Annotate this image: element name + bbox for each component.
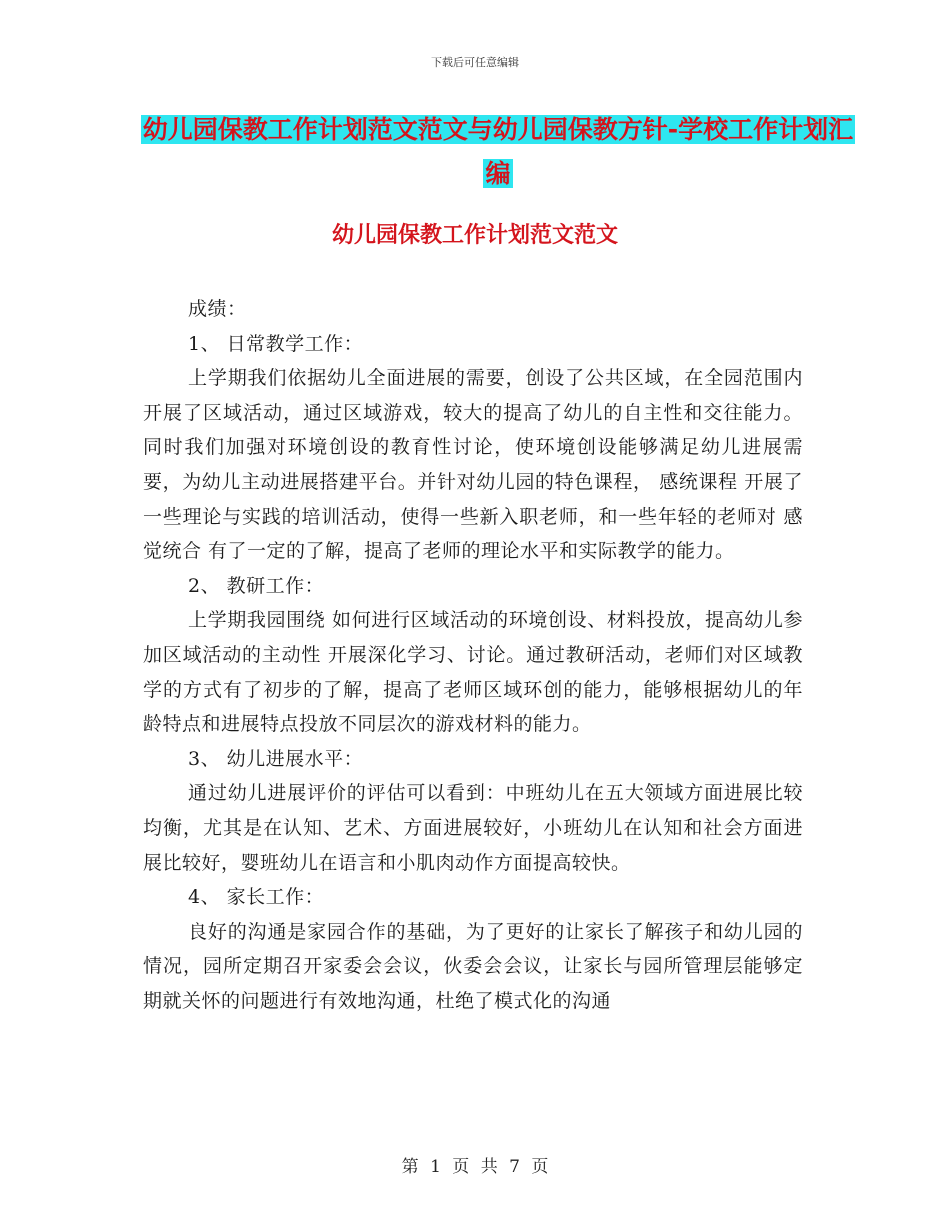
document-title <box>140 108 856 196</box>
paragraph-teaching-research: 上学期我园围绕 如何进行区域活动的环境创设、材料投放，提高幼儿参加区域活动的主动性 开展深化学习、讨论。通过教研活动，老师们对区域教学的方式有了初步的了解，提高了老师区域环创的能力，能够根据幼儿的年龄特点和进展特点投放不同层次的游戏材料的能力。 <box>143 609 803 736</box>
paragraph-parent-work: 良好的沟通是家园合作的基础，为了更好的让家长了解孩子和幼儿园的情况，园所定期召开家委会会议，伙委会会议，让家长与园所管理层能够定期就关怀的问题进行有效地沟通，杜绝了模式化的沟通 <box>143 920 803 1012</box>
paragraph-child-development: 通过幼儿进展评价的评估可以看到：中班幼儿在五大领域方面进展比较均衡，尤其是在认知、艺术、方面进展较好，小班幼儿在认知和社会方面进展比较好，婴班幼儿在语言和小肌肉动作方面提高较快。 <box>143 782 803 874</box>
header-note: 下载后可任意编辑 <box>431 56 519 69</box>
heading-child-development: 3、 幼儿进展水平： <box>188 747 364 770</box>
heading-teaching-research: 2、 教研工作： <box>188 574 325 597</box>
page-number-footer: 第 1 页 共 7 页 <box>401 1157 549 1177</box>
paragraph-daily-teaching: 上学期我们依据幼儿全面进展的需要，创设了公共区域，在全园范围内开展了区域活动，通过区域游戏，较大的提高了幼儿的自主性和交往能力。同时我们加强对环境创设的教育性讨论，使环境创设能够满足幼儿进展需要，为幼儿主动进展搭建平台。并针对幼儿园的特色课程， 感统课程 开展了一些理论与实践的培训活动，使得一些新入职老师，和一些年轻的老师对 感觉统合 有了一定的了解，提高了老师的理论水平和实际教学的能力。 <box>143 367 803 563</box>
body-text <box>143 292 803 1018</box>
document-title-text: 幼儿园保教工作计划范文范文与幼儿园保教方针-学校工作计划汇编 <box>142 115 854 188</box>
section-title: 幼儿园保教工作计划范文范文 <box>331 223 618 248</box>
heading-parent-work: 4、 家长工作： <box>188 886 325 909</box>
paragraph-achievements-label: 成绩： <box>188 298 247 320</box>
heading-daily-teaching: 1、 日常教学工作： <box>188 332 364 355</box>
